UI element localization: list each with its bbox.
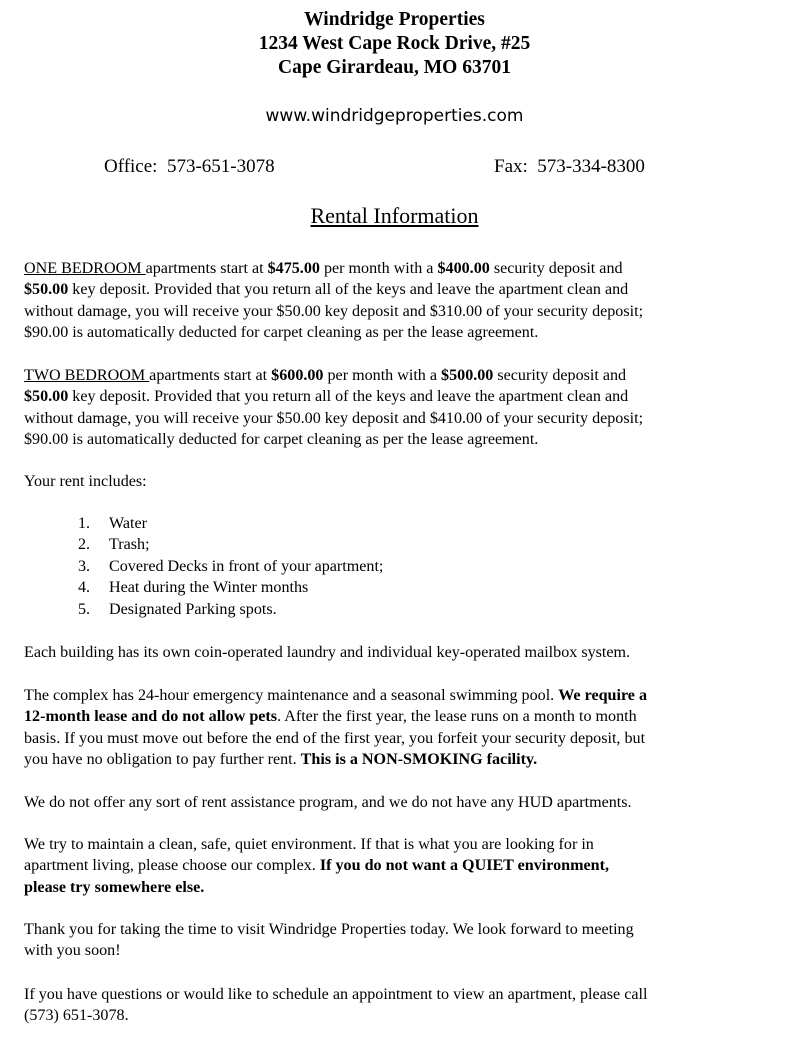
complex-paragraph [24, 685, 769, 771]
list-text: Heat during the Winter months [109, 579, 309, 597]
two-bedroom-label: TWO BEDROOM [24, 367, 150, 384]
complex-line-1 [24, 685, 769, 706]
fax-contact [494, 155, 645, 179]
rent-includes-intro: Your rent includes: [24, 473, 147, 490]
no-assistance-paragraph: We do not offer any sort of rent assistance program, and we do not have any HUD apartments. [24, 794, 632, 811]
two-bedroom-line-3: without damage, you will receive your $50.00 key deposit and $410.00 of your security deposit; [24, 409, 644, 427]
text-span: security deposit and [493, 367, 627, 384]
office-label: Office: [104, 156, 158, 177]
address-line-1: 1234 West Cape Rock Drive, #25 [258, 33, 531, 54]
list-text: Covered Decks in front of your apartment; [109, 557, 384, 575]
questions-paragraph [24, 984, 769, 1027]
list-number: 5. [78, 600, 91, 618]
bold-text: 12-month lease and do not allow pets [24, 708, 278, 726]
bold-text: If you do not want a QUIET environment, [319, 857, 609, 875]
fax-label: Fax: [494, 156, 528, 177]
text-span: per month with a [319, 260, 438, 277]
fax-phone: 573-334-8300 [537, 156, 645, 177]
text-span: apartments start at [145, 260, 268, 277]
laundry-paragraph: Each building has its own coin-operated laundry and individual key-operated mailbox system. [24, 644, 631, 661]
quiet-line-3 [24, 877, 769, 898]
two-bedroom-line-4: $90.00 is automatically deducted for carpet cleaning as per the lease agreement. [24, 431, 539, 449]
list-number: 1. [78, 515, 91, 532]
text-span: you have no obligation to pay further rent. [24, 751, 301, 769]
text-span: . After the first year, the lease runs on a month to month [277, 708, 637, 726]
bold-text: please try somewhere else. [24, 878, 205, 896]
questions-phone: (573) 651-3078. [24, 1007, 129, 1025]
two-bedroom-deposit: $500.00 [441, 367, 494, 384]
one-bedroom-deposit: $400.00 [437, 260, 490, 277]
list-number: 4. [78, 579, 91, 597]
page-title: Rental Information [310, 203, 479, 228]
thanks-paragraph [24, 919, 769, 962]
text-span: apartments start at [149, 367, 272, 384]
text-span: per month with a [323, 367, 442, 384]
one-bedroom-line-4: $90.00 is automatically deducted for carpet cleaning as per the lease agreement. [24, 324, 539, 342]
complex-line-4 [24, 749, 769, 770]
list-item [0, 556, 383, 577]
two-bedroom-rent: $600.00 [271, 367, 324, 384]
rent-includes-list [0, 513, 383, 620]
list-text: Trash; [109, 536, 150, 554]
one-bedroom-label: ONE BEDROOM [24, 260, 146, 277]
one-bedroom-line-3: without damage, you will receive your $50.00 key deposit and $310.00 of your security deposit; [24, 302, 644, 320]
address-line-2: Cape Girardeau, MO 63701 [278, 57, 511, 78]
bold-text: We require a [558, 687, 648, 704]
quiet-line-2 [24, 855, 769, 876]
text-span: key deposit. Provided that you return all of the keys and leave the apartment clean and [68, 281, 629, 299]
thanks-line-2: with you soon! [24, 942, 121, 960]
two-bedroom-paragraph [24, 365, 769, 451]
complex-line-2 [24, 706, 769, 727]
list-number: 3. [78, 557, 91, 575]
one-bedroom-rent: $475.00 [267, 260, 320, 277]
one-bedroom-line-2 [24, 279, 769, 300]
two-bedroom-key-deposit: $50.00 [24, 388, 69, 406]
list-text: Designated Parking spots. [109, 600, 277, 618]
list-item [0, 577, 383, 598]
list-item [0, 513, 383, 534]
one-bedroom-key-deposit: $50.00 [24, 281, 69, 299]
company-name: Windridge Properties [304, 9, 485, 30]
text-span: security deposit and [489, 260, 623, 277]
text-span: key deposit. Provided that you return all of the keys and leave the apartment clean and [68, 388, 629, 406]
non-smoking-notice: This is a NON-SMOKING facility. [300, 751, 538, 769]
text-span: The complex has 24-hour emergency maintenance and a seasonal swimming pool. [24, 687, 559, 704]
one-bedroom-paragraph [24, 258, 769, 344]
office-phone: 573-651-3078 [166, 156, 275, 177]
list-item [0, 534, 383, 555]
complex-line-3: basis. If you must move out before the end of the first year, you forfeit your security deposit, but [24, 729, 646, 747]
office-contact [104, 155, 275, 179]
questions-line-1: If you have questions or would like to schedule an appointment to view an apartment, please call [24, 986, 648, 1003]
list-item [0, 599, 383, 620]
website-link[interactable]: www.windridgeproperties.com [265, 106, 524, 126]
quiet-line-1: We try to maintain a clean, safe, quiet environment. If that is what you are looking for in [24, 836, 594, 853]
one-bedroom-line-1 [24, 258, 769, 279]
thanks-line-1: Thank you for taking the time to visit Windridge Properties today. We look forward to meeting [24, 921, 634, 938]
list-number: 2. [78, 536, 91, 554]
quiet-paragraph [24, 834, 769, 898]
two-bedroom-line-2 [24, 386, 769, 407]
two-bedroom-line-1 [24, 365, 769, 386]
text-span: apartment living, please choose our complex. [24, 857, 320, 875]
list-text: Water [109, 515, 148, 532]
